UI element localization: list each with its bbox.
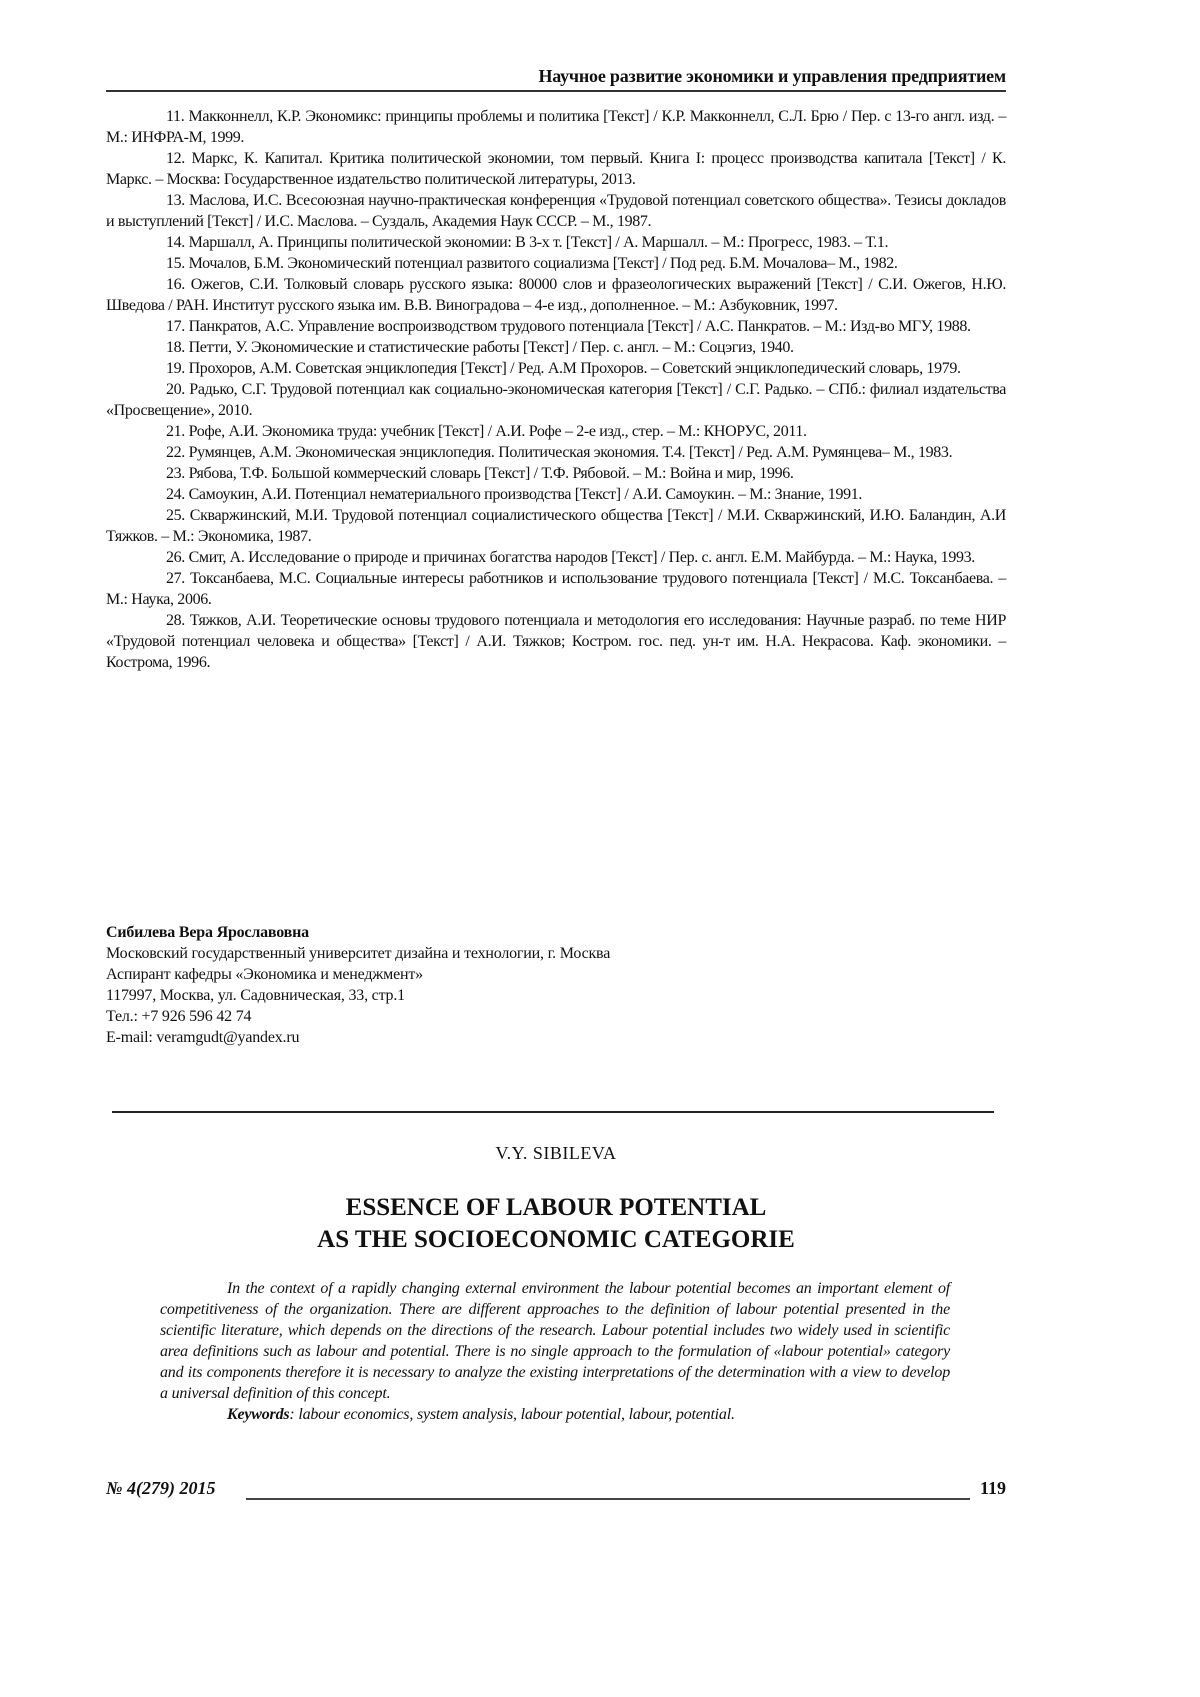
english-author: V.Y. SIBILEVA [106,1143,1006,1164]
reference-item: 19. Прохоров, А.М. Советская энциклопедия [Текст] / Ред. А.М Прохоров. – Советский энциклопедический словарь, 1979. [106,358,1006,379]
reference-item: 14. Маршалл, А. Принципы политической экономии: В 3-х т. [Текст] / А. Маршалл. – М.: Прогресс, 1983. – Т.1. [106,232,1006,253]
reference-item: 13. Маслова, И.С. Всесоюзная научно-практическая конференция «Трудовой потенциал советского общества». Тезисы докладов и выступлений [Текст] / И.С. Маслова. – Суздаль, Академия Наук СССР. – М., 1987. [106,190,1006,232]
reference-item: 18. Петти, У. Экономические и статистические работы [Текст] / Пер. с. англ. – М.: Соцэгиз, 1940. [106,337,1006,358]
abstract-text: In the context of a rapidly changing external environment the labour potential becomes an important element of competitiveness of the organization. There are different approaches to the definition of labour potential presented in the scientific literature, which depends on the directions of the research. Labour potential includes two widely used in scientific area definitions such as labour and potential. There is no single approach to the formulation of «labour potential» category and its components therefore it is necessary to analyze the existing interpretations of the determination with a view to develop a universal definition of this concept. [160,1278,950,1404]
reference-item: 28. Тяжков, А.И. Теоретические основы трудового потенциала и методология его исследования: Научные разраб. по теме НИР «Трудовой потенциал человека и общества» [Текст] / А.И. Тяжков; Костром. гос. пед. ун-т им. Н.А. Некрасова. Каф. экономики. – Кострома, 1996. [106,610,1006,673]
author-email: E-mail: veramgudt@yandex.ru [106,1027,1006,1048]
author-info [106,922,1006,1048]
reference-item: 22. Румянцев, А.М. Экономическая энциклопедия. Политическая экономия. Т.4. [Текст] / Ред. А.М. Румянцева– М., 1983. [106,442,1006,463]
reference-list [106,106,1006,673]
reference-item: 11. Макконнелл, К.Р. Экономикс: принципы проблемы и политика [Текст] / К.Р. Макконнелл, С.Л. Брю / Пер. с 13-го англ. изд. – М.: ИНФРА-М, 1999. [106,106,1006,148]
author-address: 117997, Москва, ул. Садовническая, 33, стр.1 [106,985,1006,1006]
reference-item: 15. Мочалов, Б.М. Экономический потенциал развитого социализма [Текст] / Под ред. Б.М. Мочалова– М., 1982. [106,253,1006,274]
page-number: 119 [980,1478,1006,1499]
reference-item: 21. Рофе, А.И. Экономика труда: учебник [Текст] / А.И. Рофе – 2-е изд., стер. – М.: КНОРУС, 2011. [106,421,1006,442]
issue-number: № 4(279) 2015 [106,1478,215,1499]
keywords-list: : labour economics, system analysis, labour potential, labour, potential. [289,1406,734,1423]
author-phone: Тел.: +7 926 596 42 74 [106,1006,1006,1027]
reference-item: 23. Рябова, Т.Ф. Большой коммерческий словарь [Текст] / Т.Ф. Рябовой. – М.: Война и мир, 1996. [106,463,1006,484]
reference-item: 26. Смит, А. Исследование о природе и причинах богатства народов [Текст] / Пер. с. англ. Е.М. Майбурда. – М.: Наука, 1993. [106,547,1006,568]
keywords [160,1404,950,1425]
reference-item: 17. Панкратов, А.С. Управление воспроизводством трудового потенциала [Текст] / А.С. Панкратов. – М.: Изд-во МГУ, 1988. [106,316,1006,337]
running-header: Научное развитие экономики и управления предприятием [106,66,1006,87]
footer-rule [246,1498,970,1500]
abstract [160,1278,950,1425]
keywords-label: Keywords [227,1406,289,1423]
page-footer [106,1478,1006,1504]
reference-item: 16. Ожегов, С.И. Толковый словарь русского языка: 80000 слов и фразеологических выражений [Текст] / С.И. Ожегов, Н.Ю. Шведова / РАН. Институт русского языка им. В.В. Виноградова – 4-е изд., дополненное. – М.: Азбуковник, 1997. [106,274,1006,316]
author-position: Аспирант кафедры «Экономика и менеджмент» [106,964,1006,985]
title-line-1: ESSENCE OF LABOUR POTENTIAL [106,1192,1006,1224]
author-affiliation: Московский государственный университет дизайна и технологии, г. Москва [106,943,1006,964]
section-divider [112,1111,994,1113]
header-rule [106,90,1006,92]
title-line-2: AS THE SOCIOECONOMIC CATEGORIE [106,1224,1006,1256]
english-title [106,1192,1006,1256]
reference-item: 12. Маркс, К. Капитал. Критика политической экономии, том первый. Книга I: процесс производства капитала [Текст] / К. Маркс. – Москва: Государственное издательство политической литературы, 2013. [106,148,1006,190]
reference-item: 24. Самоукин, А.И. Потенциал нематериального производства [Текст] / А.И. Самоукин. – М.: Знание, 1991. [106,484,1006,505]
author-name: Сибилева Вера Ярославовна [106,922,1006,943]
reference-item: 27. Токсанбаева, М.С. Социальные интересы работников и использование трудового потенциала [Текст] / М.С. Токсанбаева. – М.: Наука, 2006. [106,568,1006,610]
reference-item: 20. Радько, С.Г. Трудовой потенциал как социально-экономическая категория [Текст] / С.Г. Радько. – СПб.: филиал издательства «Просвещение», 2010. [106,379,1006,421]
reference-item: 25. Скваржинский, М.И. Трудовой потенциал социалистического общества [Текст] / М.И. Скваржинский, И.Ю. Баландин, А.И Тяжков. – М.: Экономика, 1987. [106,505,1006,547]
